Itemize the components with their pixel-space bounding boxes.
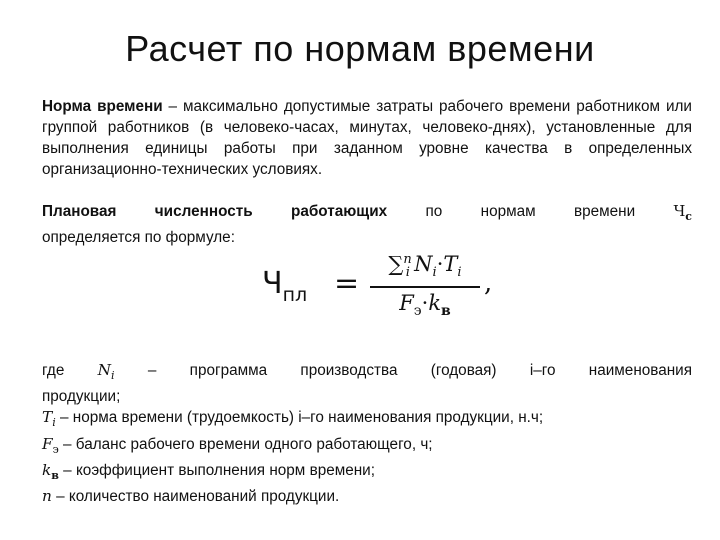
variable-F: $F_э$ – баланс рабочего времени одного работающего, ч; — [42, 434, 433, 456]
definition-term: Норма времени — [42, 98, 163, 115]
formula-equals: = — [334, 266, 360, 301]
planned-headcount-paragraph — [42, 201, 692, 248]
planned-bold-3: работающих — [290, 203, 388, 220]
definition-paragraph — [42, 96, 692, 180]
headcount-formula — [258, 244, 518, 334]
variable-n: n – количество наименований продукции. — [42, 487, 340, 506]
planned-bold-2: численность — [154, 203, 253, 220]
variable-k: $k_в$ – коэффициент выполнения норм времени; — [42, 460, 375, 482]
variable-N: где $N_i$ – программа производства (годовая) i–го наименования — [42, 361, 693, 383]
formula-comma: , — [484, 268, 493, 298]
variables-list — [42, 360, 692, 507]
variable-T: $T_i$ – норма времени (трудоемкость) i–го наименования продукции, н.ч; — [42, 408, 544, 430]
planned-line-2: определяется по формуле: — [42, 229, 235, 247]
formula-numerator: ∑$^n_i$ $N_i\cdot T_i$ — [388, 252, 462, 281]
slide-title: Расчет по нормам времени — [125, 28, 595, 69]
fraction-bar — [370, 286, 480, 288]
variable-N-continuation: продукции; — [42, 388, 121, 406]
formula-lhs: $Ч_{пл}$ — [262, 266, 308, 306]
planned-symbol: $Ч_с$ — [673, 202, 692, 224]
planned-bold-1: Плановая — [42, 203, 117, 220]
planned-line-1 — [42, 201, 692, 227]
definition-text: – максимально допустимые затраты рабочего времени работником или группой работников (в человеко-часах, минутах, человеко-днях), установленные для выполнения единицы работы при заданном уровне качества в определенных организационно-технических условиях. — [42, 98, 692, 178]
planned-rest: по нормам времени — [425, 203, 636, 220]
formula-denominator: $F_э\cdot k_в$ — [399, 291, 451, 320]
